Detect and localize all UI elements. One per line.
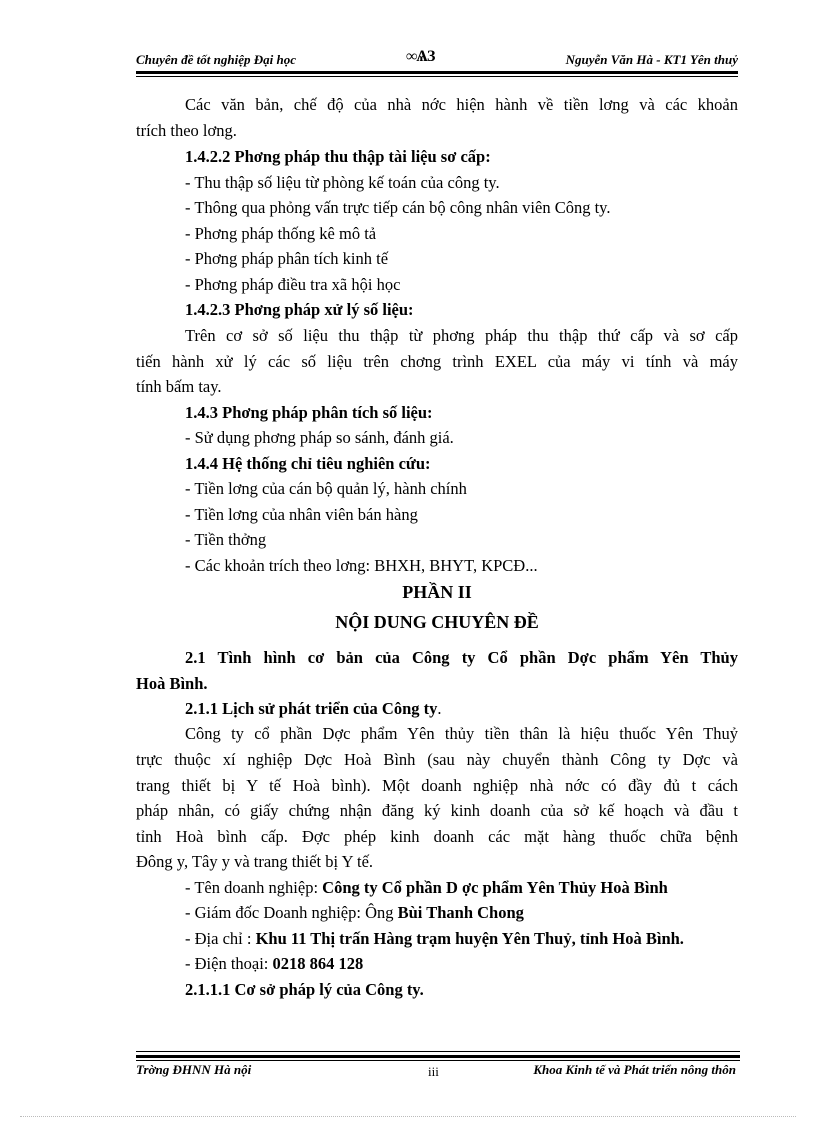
list-item: - Tiền lơng của nhân viên bán hàng — [185, 505, 418, 524]
list-item: - Tiền thởng — [185, 530, 267, 549]
info-value: Bùi Thanh Chong — [397, 903, 524, 922]
info-line — [185, 876, 668, 900]
header-rule-thick — [136, 71, 738, 74]
paragraph-line: Công ty cổ phần Dợc phẩm Yên thủy tiền thân là hiệu thuốc Yên Thuỷ — [185, 724, 738, 743]
list-item: - Thông qua phỏng vấn trực tiếp cán bộ công nhân viên Công ty. — [185, 198, 611, 217]
page-footer — [136, 1061, 740, 1081]
info-label: - Giám đốc Doanh nghiệp: Ông — [185, 903, 398, 922]
footer-rule-thin-top — [136, 1051, 740, 1052]
header-left: Chuyên đề tốt nghiệp Đại học — [136, 52, 296, 67]
paragraph-line: Đông y, Tây y và trang thiết bị Y tế. — [136, 852, 374, 871]
info-value: Công ty Cổ phần D ợc phẩm Yên Thủy Hoà Bình — [322, 878, 668, 897]
paragraph-line: pháp nhân, có giấy chứng nhận đăng ký kinh doanh của sở kế hoạch và đầu t — [136, 801, 738, 820]
section-heading: 2.1.1.1 Cơ sở pháp lý của Công ty. — [185, 980, 424, 999]
section-heading: 2.1 Tình hình cơ bản của Công ty Cổ phần Dợc phẩm Yên Thủy — [185, 648, 738, 667]
section-heading: Hoà Bình. — [136, 674, 208, 693]
section-heading: 1.4.4 Hệ thống chỉ tiêu nghiên cứu: — [185, 454, 431, 473]
paragraph-line: Các văn bản, chế độ của nhà nớc hiện hành về tiền lơng và các khoản — [185, 95, 738, 114]
page-header — [136, 49, 738, 71]
list-item: - Thu thập số liệu từ phòng kế toán của công ty. — [185, 173, 500, 192]
info-value: Khu 11 Thị trấn Hàng trạm huyện Yên Thuỷ, tỉnh Hoà Bình. — [255, 929, 684, 948]
info-label: - Điện thoại: — [185, 954, 273, 973]
page-edge-dots — [20, 1116, 796, 1117]
list-item: - Các khoản trích theo lơng: BHXH, BHYT, KPCĐ... — [185, 556, 538, 575]
paragraph-line: Trên cơ sở số liệu thu thập từ phơng pháp thu thập thứ cấp và sơ cấp — [185, 326, 738, 345]
paragraph-line: trích theo lơng. — [136, 121, 237, 140]
section-heading: 1.4.3 Phơng pháp phân tích số liệu: — [185, 403, 433, 422]
section-heading — [185, 697, 442, 721]
section-heading: 1.4.2.3 Phơng pháp xử lý số liệu: — [185, 300, 414, 319]
list-item: - Phơng pháp phân tích kinh tế — [185, 249, 389, 268]
paragraph-line: tỉnh Hoà bình cấp. Đợc phép kinh doanh các mặt hàng thuốc chữa bệnh — [136, 827, 738, 846]
subsection-title-period: . — [437, 699, 442, 718]
paragraph-line: tiến hành xử lý các số liệu trên chơng trình EXEL của máy vi tính và máy — [136, 352, 738, 371]
subsection-title: 2.1.1 Lịch sử phát triển của Công ty — [185, 699, 438, 718]
section-heading: 1.4.2.2 Phơng pháp thu thập tài liệu sơ cấp: — [185, 147, 491, 166]
footer-right: Khoa Kinh tế và Phát triển nông thôn — [533, 1062, 736, 1077]
paragraph-line: trực thuộc xí nghiệp Dợc Hoà Bình (sau này chuyển thành Công ty Dợc và — [136, 750, 738, 769]
info-line — [185, 927, 684, 951]
part-title: NỘI DUNG CHUYÊN ĐỀ — [335, 612, 539, 632]
footer-rule-thick — [136, 1055, 740, 1058]
footer-left: Trờng ĐHNN Hà nội — [136, 1062, 252, 1077]
info-line — [185, 952, 363, 976]
part-heading: PHẦN II — [402, 582, 472, 602]
list-item: - Tiền lơng của cán bộ quản lý, hành chính — [185, 479, 467, 498]
header-rule-thin — [136, 76, 738, 77]
info-line — [185, 901, 524, 925]
header-ornament: ∞ѦЗ — [406, 48, 435, 65]
header-right: Nguyễn Văn Hà - KT1 Yên thuỷ — [565, 52, 738, 67]
list-item: - Phơng pháp thống kê mô tả — [185, 224, 377, 243]
paragraph-line: tính bấm tay. — [136, 377, 222, 396]
info-label: - Tên doanh nghiệp: — [185, 878, 323, 897]
info-value: 0218 864 128 — [272, 954, 364, 973]
info-label: - Địa chỉ : — [185, 929, 256, 948]
list-item: - Sử dụng phơng pháp so sánh, đánh giá. — [185, 428, 454, 447]
page-number: iii — [428, 1064, 439, 1079]
list-item: - Phơng pháp điều tra xã hội học — [185, 275, 401, 294]
paragraph-line: trang thiết bị Y tế Hoà bình). Một doanh nghiệp nhà nớc có đầy đủ t cách — [136, 776, 738, 795]
